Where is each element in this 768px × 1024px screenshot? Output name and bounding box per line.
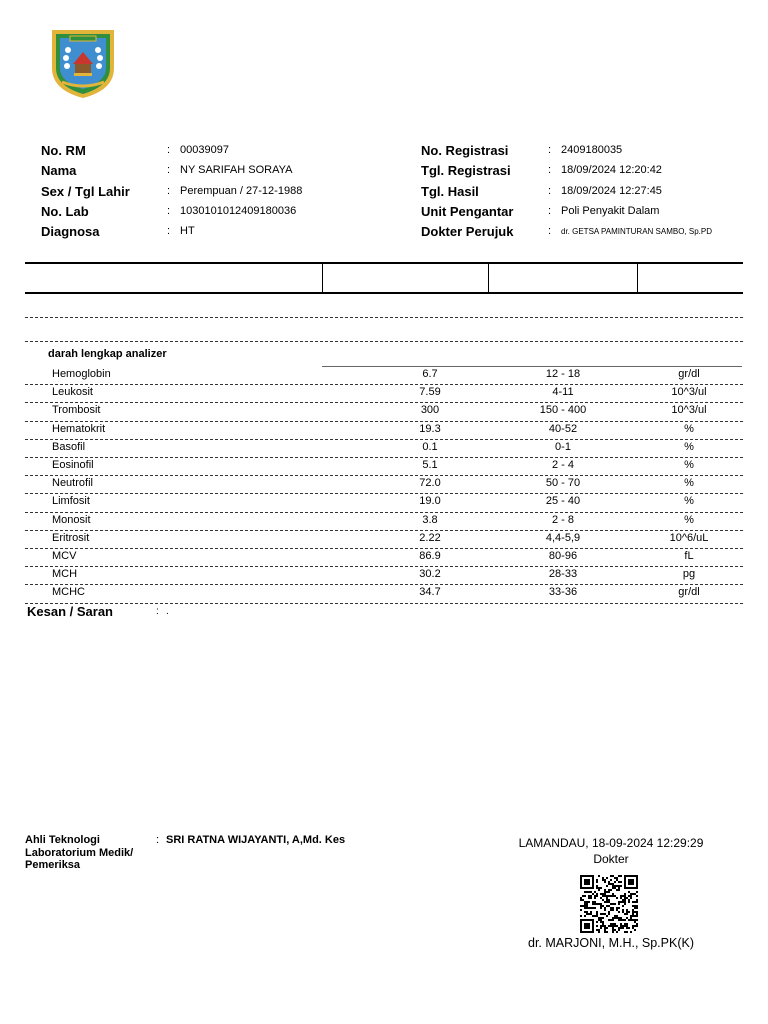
field-colon: : xyxy=(548,144,552,156)
field-value: 1030101012409180036 xyxy=(180,204,297,217)
test-reference: 0-1 xyxy=(555,440,571,453)
lab-technologist-label: Ahli Teknologi Laboratorium Medik/ Pemeriksa xyxy=(25,834,134,871)
signing-doctor-name: dr. MARJONI, M.H., Sp.PK(K) xyxy=(528,936,694,950)
kesan-label: Kesan / Saran xyxy=(27,604,113,619)
table-row xyxy=(25,475,743,494)
table-row xyxy=(25,366,743,385)
kesan-colon: : xyxy=(156,606,159,617)
test-unit: gr/dl xyxy=(678,368,700,380)
test-reference: 80-96 xyxy=(548,550,578,562)
lab-technologist-name: SRI RATNA WIJAYANTI, A,Md. Kes xyxy=(166,834,346,846)
field-value: HT xyxy=(180,225,195,238)
table-header-bottom-border xyxy=(25,292,743,294)
field-label: Tgl. Registrasi xyxy=(421,163,511,179)
table-row xyxy=(25,439,743,458)
test-reference: 33-36 xyxy=(548,586,578,599)
table-row xyxy=(25,530,743,549)
table-row xyxy=(25,512,743,531)
table-row xyxy=(25,457,743,476)
test-name: Hemoglobin xyxy=(52,368,111,380)
field-label: No. Registrasi xyxy=(421,143,509,158)
field-value: 2409180035 xyxy=(561,144,623,156)
regency-crest-icon xyxy=(48,24,118,100)
test-unit: % xyxy=(684,440,694,453)
field-label: No. Lab xyxy=(41,203,89,219)
table-row xyxy=(25,493,743,512)
field-label: Nama xyxy=(41,163,77,179)
test-reference: 12 - 18 xyxy=(545,368,581,380)
test-name: MCHC xyxy=(52,586,85,599)
test-name: MCV xyxy=(52,550,77,562)
test-reference: 150 - 400 xyxy=(539,404,587,417)
table-row xyxy=(25,548,743,567)
test-name: Trombosit xyxy=(52,404,101,417)
test-reference: 50 - 70 xyxy=(545,477,581,490)
field-colon: : xyxy=(167,204,171,217)
test-result: 0.1 xyxy=(422,440,438,453)
test-name: MCH xyxy=(52,568,78,581)
table-row xyxy=(25,584,743,603)
test-unit: % xyxy=(684,422,694,435)
kesan-value: . xyxy=(166,606,169,617)
test-reference: 25 - 40 xyxy=(545,495,581,508)
test-result: 34.7 xyxy=(419,586,441,599)
field-label: No. RM xyxy=(41,143,86,158)
test-result: 3.8 xyxy=(422,513,438,526)
test-name: Eosinofil xyxy=(52,459,94,471)
field-colon: : xyxy=(167,184,171,197)
table-header-top-border xyxy=(25,262,743,264)
test-unit: 10^3/ul xyxy=(671,404,707,417)
field-colon: : xyxy=(548,184,552,197)
test-unit: gr/dl xyxy=(678,586,700,599)
field-label: Dokter Perujuk xyxy=(421,224,514,240)
field-value: dr. GETSA PAMINTURAN SAMBO, Sp.PD xyxy=(561,227,712,237)
table-header-divider xyxy=(637,262,638,293)
test-result: 72.0 xyxy=(419,477,441,490)
table-row xyxy=(25,566,743,585)
test-name: Neutrofil xyxy=(52,477,93,490)
test-name: Monosit xyxy=(52,513,91,526)
test-reference: 40-52 xyxy=(548,422,578,435)
field-label: Sex / Tgl Lahir xyxy=(41,183,130,199)
test-reference: 4-11 xyxy=(552,386,574,399)
test-result: 19.0 xyxy=(419,495,441,508)
table-separator xyxy=(25,341,743,342)
test-reference: 4,4-5,9 xyxy=(545,531,581,544)
table-row xyxy=(25,402,743,421)
field-colon: : xyxy=(548,164,552,177)
field-label: Tgl. Hasil xyxy=(421,183,479,199)
test-result: 7.59 xyxy=(419,386,441,399)
test-result: 30.2 xyxy=(419,568,441,581)
test-result: 2.22 xyxy=(419,531,441,544)
field-value: 18/09/2024 12:20:42 xyxy=(561,164,662,177)
lab-technologist-colon: : xyxy=(156,834,160,846)
test-reference: 28-33 xyxy=(548,568,578,581)
test-unit: % xyxy=(684,477,694,490)
test-group-title: darah lengkap analizer xyxy=(48,348,167,360)
field-colon: : xyxy=(167,225,171,238)
test-reference: 2 - 4 xyxy=(551,459,574,471)
test-result: 300 xyxy=(420,404,440,417)
test-unit: % xyxy=(684,495,694,508)
field-value: Perempuan / 27-12-1988 xyxy=(180,184,303,197)
field-value: 00039097 xyxy=(180,144,229,156)
field-colon: : xyxy=(167,164,171,177)
test-unit: pg xyxy=(682,568,696,581)
table-separator xyxy=(25,317,743,318)
qr-code-icon xyxy=(580,875,638,933)
test-unit: 10^6/uL xyxy=(669,531,709,544)
test-name: Leukosit xyxy=(52,386,93,399)
test-name: Hematokrit xyxy=(52,422,106,435)
test-unit: % xyxy=(684,459,694,471)
field-colon: : xyxy=(548,225,552,238)
field-label: Unit Pengantar xyxy=(421,203,514,219)
field-label: Diagnosa xyxy=(41,224,100,240)
test-unit: % xyxy=(684,513,694,526)
field-value: 18/09/2024 12:27:45 xyxy=(561,184,662,197)
test-name: Limfosit xyxy=(52,495,90,508)
field-colon: : xyxy=(167,144,171,156)
signature-place-date: LAMANDAU, 18-09-2024 12:29:29 xyxy=(518,836,704,850)
table-row xyxy=(25,421,743,440)
test-result: 19.3 xyxy=(419,422,441,435)
test-name: Basofil xyxy=(52,440,86,453)
field-colon: : xyxy=(548,204,552,217)
test-unit: fL xyxy=(684,550,694,562)
table-header-divider xyxy=(488,262,489,293)
field-value: NY SARIFAH SORAYA xyxy=(180,164,293,177)
test-result: 5.1 xyxy=(422,459,438,471)
test-reference: 2 - 8 xyxy=(551,513,574,526)
table-row xyxy=(25,384,743,403)
table-header-divider xyxy=(322,262,323,293)
signature-role: Dokter xyxy=(593,852,629,866)
test-name: Eritrosit xyxy=(52,531,90,544)
field-value: Poli Penyakit Dalam xyxy=(561,204,660,217)
test-unit: 10^3/ul xyxy=(671,386,707,399)
test-result: 86.9 xyxy=(419,550,441,562)
test-result: 6.7 xyxy=(422,368,438,380)
